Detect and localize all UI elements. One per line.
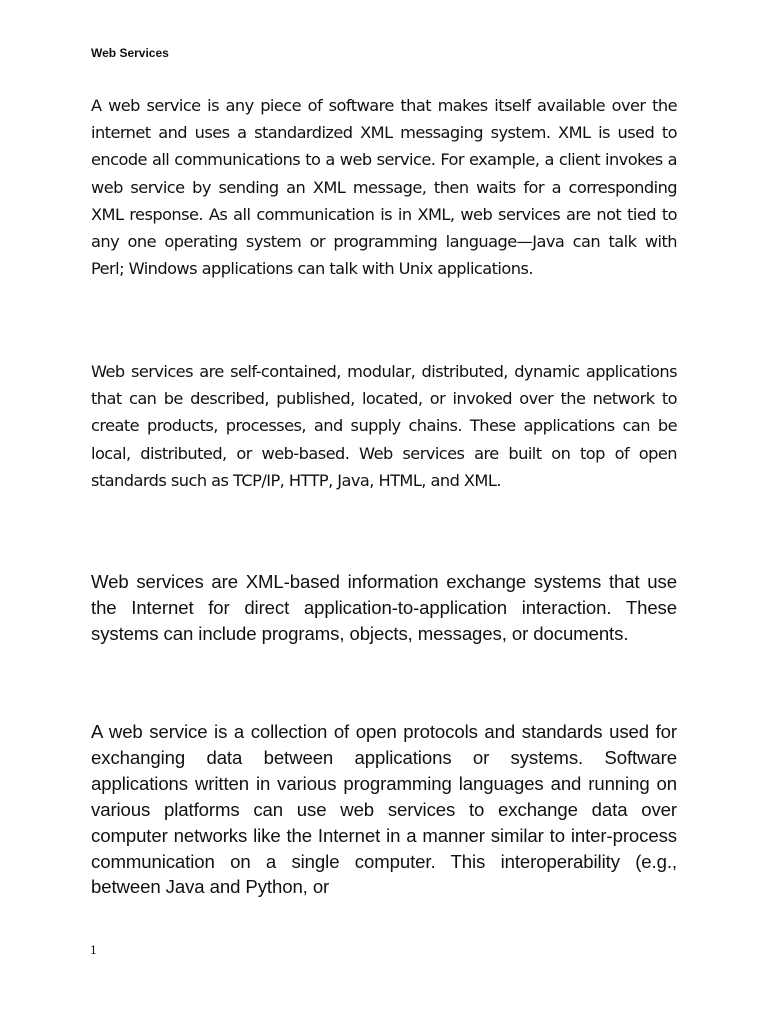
- paragraph-open-protocols: A web service is a collection of open protocols and standards used for exchanging data between applications or systems. Software applications written in various programming languages and running on various platforms can use web services to exchange data over computer networks like the Internet in a manner similar to inter-process communication on a single computer. This interoperability (e.g., between Java and Python, or: [91, 721, 677, 898]
- paragraph-web-service-characteristics: Web services are self-contained, modular, distributed, dynamic applications that can be described, published, located, or invoked over the network to create products, processes, and supply chains. These applications can be local, distributed, or web-based. Web services are built on top of open standards such as TCP/IP, HTTP, Java, HTML, and XML.: [91, 362, 677, 490]
- paragraph-xml-exchange-systems: Web services are XML-based information exchange systems that use the Internet for direct application-to-application interaction. These systems can include programs, objects, messages, or documents.: [91, 571, 677, 644]
- page-number: 1: [90, 944, 97, 957]
- paragraph-web-service-definition: A web service is any piece of software that makes itself available over the internet and uses a standardized XML messaging system. XML is used to encode all communications to a web service. For example, a client invokes a web service by sending an XML message, then waits for a corresponding XML response. As all communication is in XML, web services are not tied to any one operating system or programming language—Java can talk with Perl; Windows applications can talk with Unix applications.: [91, 96, 677, 279]
- page-header: Web Services: [91, 46, 169, 60]
